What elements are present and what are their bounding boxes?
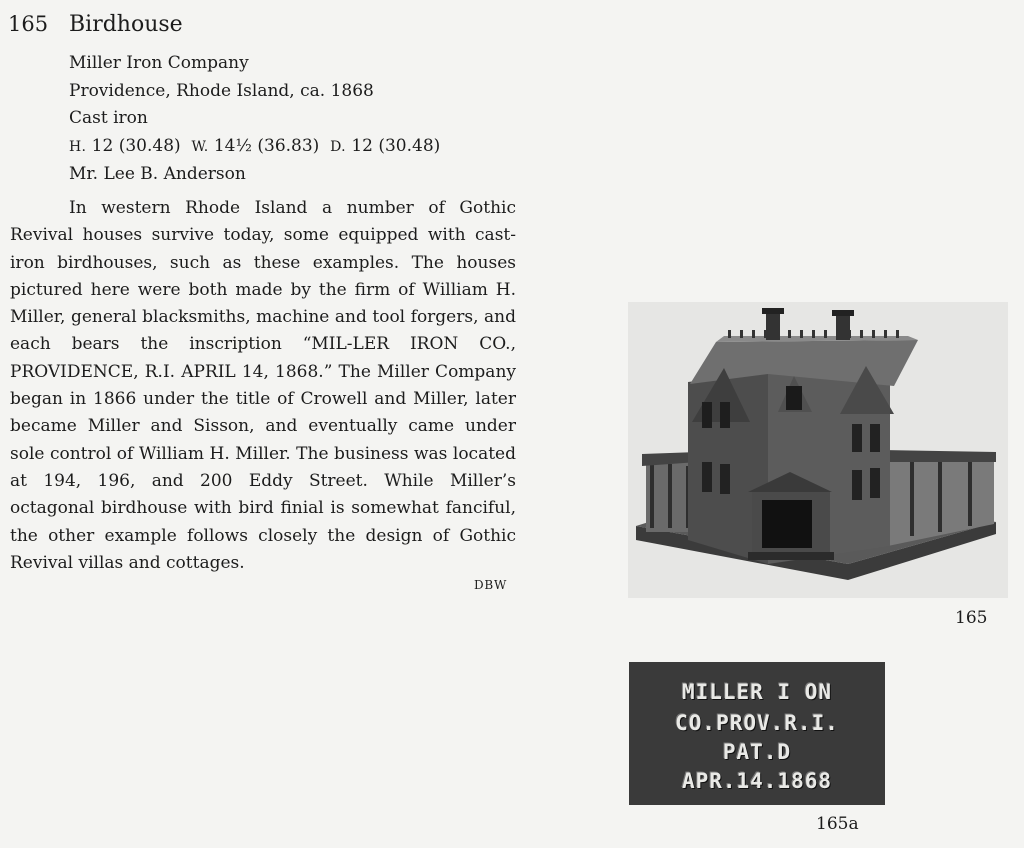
stamp-line: PAT.D — [722, 740, 792, 764]
stamp-line: APR.14.1868 — [681, 769, 833, 793]
place-date: Providence, Rhode Island, ca. 1868 — [69, 80, 374, 101]
inscription-detail-photo — [629, 662, 885, 805]
width-value: 14½ (36.83) — [213, 135, 320, 156]
height-value: 12 (30.48) — [91, 135, 181, 156]
author-initials: DBW — [474, 578, 508, 592]
depth-label: D. — [330, 138, 346, 155]
catalog-metadata — [69, 50, 440, 189]
material: Cast iron — [69, 108, 148, 128]
width-label: W. — [191, 138, 209, 155]
stamp-line: MILLER I ON — [681, 680, 833, 704]
height-label: H. — [69, 138, 87, 155]
birdhouse-photo — [628, 302, 1008, 598]
entry-title: Birdhouse — [69, 12, 183, 37]
stamp-line: CO.PROV.R.I. — [675, 711, 839, 735]
depth-value: 12 (30.48) — [351, 135, 441, 156]
owner: Mr. Lee B. Anderson — [69, 164, 246, 184]
entry-number: 165 — [8, 12, 49, 36]
dimensions — [69, 133, 440, 162]
maker: Miller Iron Company — [69, 53, 249, 73]
figure-caption-165: 165 — [955, 608, 988, 628]
figure-caption-165a: 165a — [816, 814, 859, 834]
description-paragraph: In western Rhode Island a number of Gothic Revival houses survive today, some equipped with cast-iron birdhouses, such as these examples. The houses pictured here were both made by the firm of William H. Miller, general blacksmiths, machine and tool forgers, and each bears the inscription “MIL-LER IRON CO., PROVIDENCE, R.I. APRIL 14, 1868.” The Miller Company began in 1866 under the title of Crowell and Miller, later became Miller and Sisson, and eventually came under sole control of William H. Miller. The business was located at 194, 196, and 200 Eddy Street. While Miller’s octagonal birdhouse with bird finial is somewhat fanciful, the other example follows closely the design of Gothic Revival villas and cottages. — [10, 198, 516, 573]
